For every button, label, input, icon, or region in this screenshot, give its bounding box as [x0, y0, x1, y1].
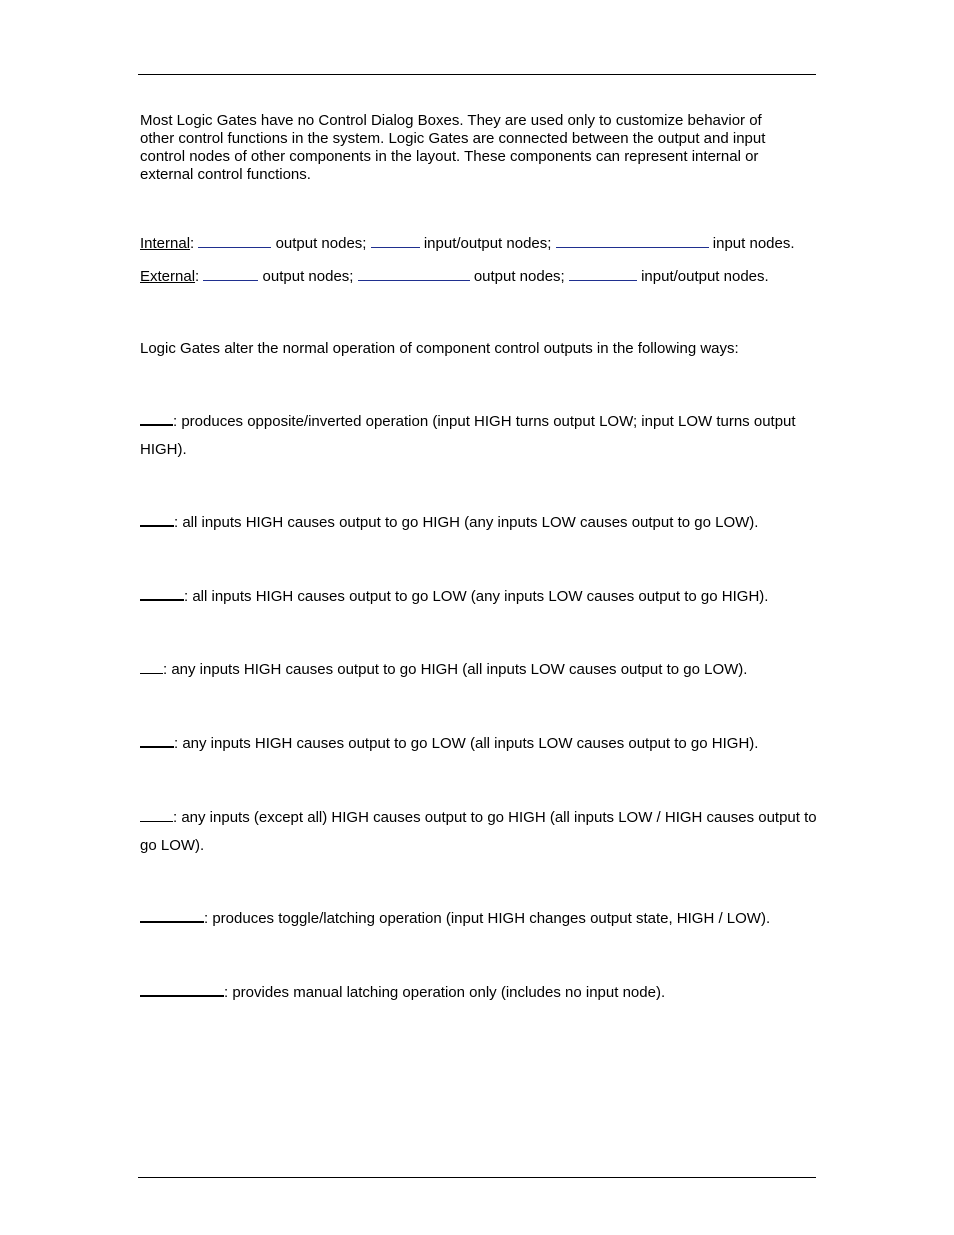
definition-item	[140, 509, 820, 537]
definition-blank[interactable]	[140, 981, 224, 997]
header-rule	[138, 74, 816, 75]
external-part-1: output nodes;	[262, 268, 354, 285]
internal-part-3: input nodes.	[712, 235, 795, 252]
internal-colon: :	[190, 235, 195, 252]
footer-rule	[138, 1177, 816, 1178]
definition-text: : any inputs HIGH causes output to go LOW (all inputs LOW causes output to go HIGH).	[174, 735, 759, 752]
definition-blank[interactable]	[140, 907, 204, 923]
intro-paragraph: Most Logic Gates have no Control Dialog Boxes. They are used only to customize behavior of other control functions in the system. Logic Gates are connected between the output and input control nodes of other components in the layout. These components can represent internal or external control functions.	[140, 112, 766, 183]
definition-blank[interactable]	[140, 410, 173, 426]
definition-blank[interactable]	[140, 585, 184, 601]
definition-item	[140, 656, 820, 684]
internal-blank-1[interactable]	[198, 233, 271, 248]
definition-text: : all inputs HIGH causes output to go LOW (any inputs LOW causes output to go HIGH).	[184, 588, 769, 605]
definition-text: : any inputs HIGH causes output to go HIGH (all inputs LOW causes output to go LOW).	[163, 661, 748, 678]
definition-text: : all inputs HIGH causes output to go HIGH (any inputs LOW causes output to go LOW).	[174, 514, 759, 531]
definition-item	[140, 730, 820, 758]
external-label: External	[140, 268, 196, 285]
internal-part-1: output nodes;	[275, 235, 367, 252]
external-nodes-line	[140, 266, 769, 286]
definition-item	[140, 583, 820, 611]
definition-text: : produces opposite/inverted operation (input HIGH turns output LOW; input LOW turns output HIGH).	[140, 413, 796, 458]
definition-blank[interactable]	[140, 659, 163, 674]
internal-blank-2[interactable]	[371, 233, 420, 248]
definition-blank[interactable]	[140, 732, 174, 748]
definition-text: : any inputs (except all) HIGH causes output to go HIGH (all inputs LOW / HIGH causes output to go LOW).	[140, 809, 817, 854]
definition-text: : provides manual latching operation only (includes no input node).	[224, 984, 666, 1001]
external-part-2: output nodes;	[473, 268, 565, 285]
definition-item	[140, 804, 820, 860]
definition-item	[140, 408, 820, 464]
definition-item	[140, 979, 820, 1007]
external-blank-2[interactable]	[358, 266, 470, 281]
definition-item	[140, 905, 820, 933]
logic-gates-lead: Logic Gates alter the normal operation of component control outputs in the following ways:	[140, 340, 739, 357]
external-blank-3[interactable]	[569, 266, 637, 281]
external-colon: :	[195, 268, 200, 285]
definition-text: : produces toggle/latching operation (input HIGH changes output state, HIGH / LOW).	[204, 910, 771, 927]
internal-nodes-line	[140, 233, 795, 253]
definition-blank[interactable]	[140, 511, 174, 527]
definition-blank[interactable]	[140, 807, 173, 822]
internal-part-2: input/output nodes;	[423, 235, 552, 252]
internal-blank-3[interactable]	[556, 233, 709, 248]
external-part-3: input/output nodes.	[641, 268, 769, 285]
internal-label: Internal	[140, 235, 191, 252]
external-blank-1[interactable]	[203, 266, 258, 281]
